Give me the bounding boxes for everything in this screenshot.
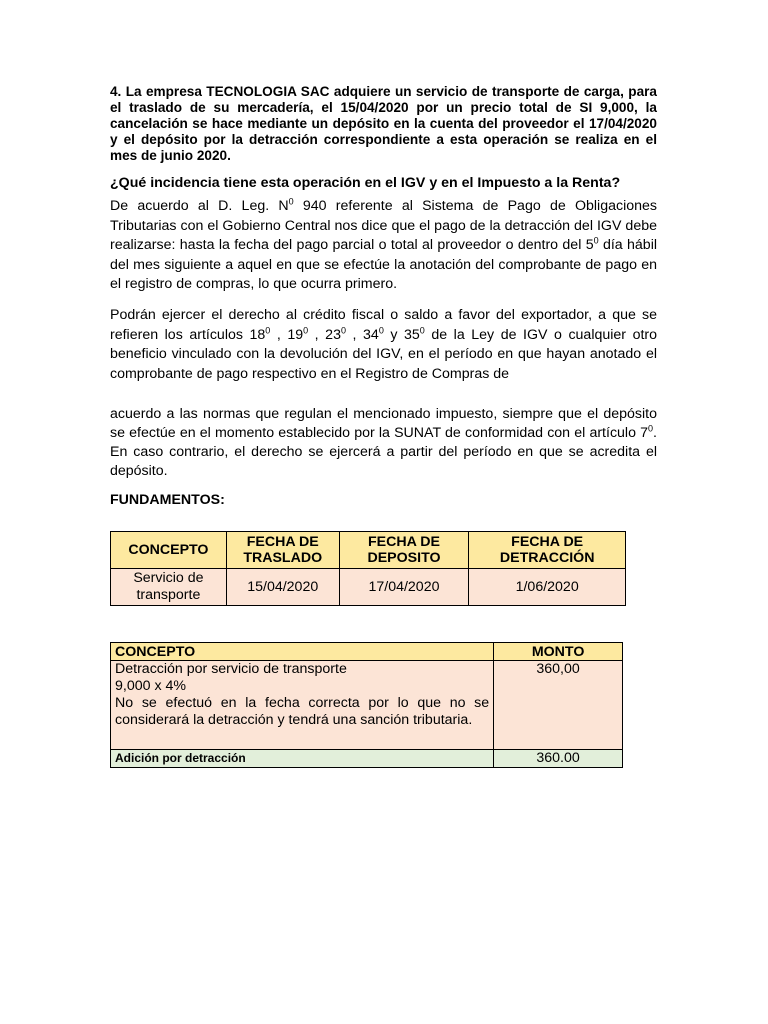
header-concepto: CONCEPTO <box>111 643 494 661</box>
amounts-table <box>110 642 623 768</box>
concept-cell <box>111 661 494 750</box>
concept-line: Detracción por servicio de transporte <box>115 661 347 677</box>
paragraph-detraccion: De acuerdo al D. Leg. $N^0$ 940 referente al Sistema de Pago de Obligaciones Tributarias con el Gobierno Central nos dice que el pago de la detracción del IGV debe realizarse: hasta la fecha del pago parcial o total al proveedor o dentro del $5^0$ día hábil del mes siguiente a aquel en que se efectúe la anotación del comprobante de pago en el registro de compras, lo que ocurra primero. <box>110 196 657 293</box>
dates-table <box>110 531 626 606</box>
concept-line: No se efectuó en la fecha correcta por lo que no se considerará la detracción y tendrá una sanción tributaria. <box>115 695 490 728</box>
header-monto: MONTO <box>494 643 623 661</box>
fundamentos-heading: FUNDAMENTOS: <box>110 492 225 509</box>
cell-fecha-detraccion: 1/06/2020 <box>469 569 626 606</box>
amount-cell: 360,00 <box>494 661 623 750</box>
table-row-total <box>111 750 623 768</box>
concept-line: 9,000 x 4% <box>115 678 186 694</box>
problem-statement: 4. La empresa TECNOLOGIA SAC adquiere un servicio de transporte de carga, para el traslado de su mercadería, el 15/04/2020 por un precio total de SI 9,000, la cancelación se hace mediante un depósito en la cuenta del proveedor el 17/04/2020 y el depósito por la detracción correspondiente a esta operación se realiza en el mes de junio 2020. <box>110 84 657 163</box>
cell-fecha-traslado: 15/04/2020 <box>226 569 339 606</box>
amounts-table-header <box>111 643 623 661</box>
header-concepto: CONCEPTO <box>111 532 227 569</box>
total-amount: 360.00 <box>494 750 623 768</box>
problem-question: ¿Qué incidencia tiene esta operación en el IGV y en el Impuesto a la Renta? <box>110 175 621 191</box>
cell-fecha-deposito: 17/04/2020 <box>339 569 469 606</box>
document-body <box>110 84 657 508</box>
header-fecha-detraccion: FECHA DE DETRACCIÓN <box>469 532 626 569</box>
table-row <box>111 569 626 606</box>
paragraph-normas: acuerdo a las normas que regulan el mencionado impuesto, siempre que el depósito se efectúe en el momento establecido por la SUNAT de conformidad con el artículo $7^0$. En caso contrario, el derecho se ejercerá a partir del período en que se acredita el depósito. <box>110 406 657 480</box>
total-label: Adición por detracción <box>111 750 494 768</box>
paragraph-credito-fiscal: Podrán ejercer el derecho al crédito fiscal o saldo a favor del exportador, a que se refieren los artículos $18^0$ , $19^0$ , $23^0$ , $34^0$ y $35^0$ de la Ley de IGV o cualquier otro beneficio vinculado con la devolución del IGV, en el período en que hayan anotado el comprobante de pago respectivo en el Registro de Compras de <box>110 306 658 382</box>
header-fecha-traslado: FECHA DE TRASLADO <box>226 532 339 569</box>
table-row <box>111 661 623 750</box>
header-fecha-deposito: FECHA DE DEPOSITO <box>339 532 469 569</box>
dates-table-header <box>111 532 626 569</box>
cell-concepto: Servicio de transporte <box>111 569 227 606</box>
